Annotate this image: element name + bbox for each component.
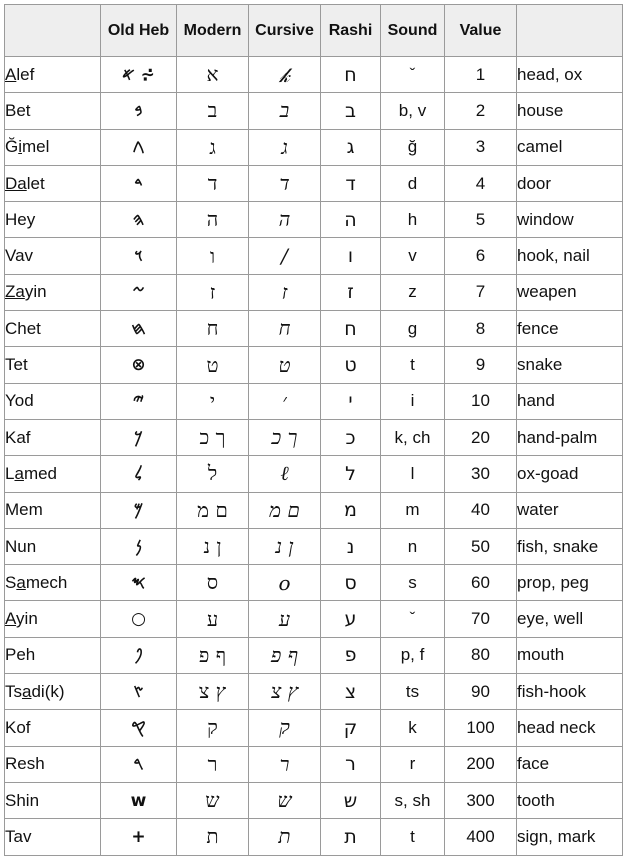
cursive-glyph: ע bbox=[249, 601, 321, 637]
header-sound: Sound bbox=[381, 5, 445, 57]
letter-name-cell bbox=[5, 165, 101, 201]
cursive-glyph: ם מ bbox=[249, 492, 321, 528]
modern-glyph: ל bbox=[177, 456, 249, 492]
letter-name-u: a bbox=[16, 572, 26, 592]
old-hebrew-glyph: 𐤅 bbox=[101, 238, 177, 274]
letter-name-cell bbox=[5, 202, 101, 238]
letter-name-u: a bbox=[14, 463, 24, 483]
modern-glyph: ע bbox=[177, 601, 249, 637]
header-modern: Modern bbox=[177, 5, 249, 57]
table-row bbox=[5, 129, 623, 165]
sound-cell: l bbox=[381, 456, 445, 492]
meaning-cell: weapen bbox=[517, 274, 623, 310]
table-row bbox=[5, 710, 623, 746]
cursive-glyph: ב bbox=[249, 93, 321, 129]
sound-cell: i bbox=[381, 383, 445, 419]
cursive-glyph: ש bbox=[249, 782, 321, 818]
sound-cell: s bbox=[381, 565, 445, 601]
letter-name-post: mech bbox=[25, 572, 68, 592]
table-row bbox=[5, 383, 623, 419]
table-row bbox=[5, 565, 623, 601]
meaning-cell: tooth bbox=[517, 782, 623, 818]
sound-cell: g bbox=[381, 311, 445, 347]
rashi-glyph: ג bbox=[321, 129, 381, 165]
meaning-cell: fence bbox=[517, 311, 623, 347]
cursive-glyph: ר bbox=[249, 746, 321, 782]
old-hebrew-glyph: 𐤆 bbox=[101, 274, 177, 310]
meaning-cell: head neck bbox=[517, 710, 623, 746]
header-cursive: Cursive bbox=[249, 5, 321, 57]
letter-name-cell bbox=[5, 819, 101, 855]
letter-name-u: A bbox=[5, 609, 17, 629]
old-hebrew-glyph: 𐤉 bbox=[101, 383, 177, 419]
old-hebrew-glyph: 𐤐 bbox=[101, 637, 177, 673]
letter-name-pre: Ts bbox=[5, 681, 22, 701]
modern-glyph: י bbox=[177, 383, 249, 419]
cursive-glyph: ה bbox=[249, 202, 321, 238]
rashi-glyph: ט bbox=[321, 347, 381, 383]
cursive-glyph: ך כ bbox=[249, 419, 321, 455]
sound-cell: r bbox=[381, 746, 445, 782]
sound-cell: n bbox=[381, 528, 445, 564]
letter-name-cell bbox=[5, 347, 101, 383]
old-hebrew-glyph: 𐤁 bbox=[101, 93, 177, 129]
header-name bbox=[5, 5, 101, 57]
modern-glyph: ק bbox=[177, 710, 249, 746]
letter-name-pre: L bbox=[5, 463, 15, 483]
rashi-glyph: מ bbox=[321, 492, 381, 528]
table-row bbox=[5, 492, 623, 528]
meaning-cell: fish, snake bbox=[517, 528, 623, 564]
letter-name-pre: Bet bbox=[5, 100, 31, 120]
meaning-cell: camel bbox=[517, 129, 623, 165]
cursive-glyph: 𝓀 bbox=[249, 57, 321, 93]
meaning-cell: window bbox=[517, 202, 623, 238]
value-cell: 9 bbox=[445, 347, 517, 383]
letter-name-pre: Resh bbox=[5, 754, 45, 774]
table-row bbox=[5, 347, 623, 383]
letter-name-cell bbox=[5, 782, 101, 818]
header-rashi: Rashi bbox=[321, 5, 381, 57]
rashi-glyph: ז bbox=[321, 274, 381, 310]
letter-name-post: yin bbox=[16, 609, 38, 629]
cursive-glyph: ן נ bbox=[249, 528, 321, 564]
letter-name-post: di(k) bbox=[31, 681, 65, 701]
letter-name-pre: Vav bbox=[5, 246, 34, 266]
letter-name-cell bbox=[5, 419, 101, 455]
value-cell: 50 bbox=[445, 528, 517, 564]
rashi-glyph: ח bbox=[321, 57, 381, 93]
meaning-cell: head, ox bbox=[517, 57, 623, 93]
letter-name-cell bbox=[5, 93, 101, 129]
letter-name-u: i bbox=[18, 137, 23, 157]
rashi-glyph: ל bbox=[321, 456, 381, 492]
modern-glyph: ח bbox=[177, 311, 249, 347]
cursive-glyph: ד bbox=[249, 165, 321, 201]
meaning-cell: ox-goad bbox=[517, 456, 623, 492]
cursive-glyph: ק bbox=[249, 710, 321, 746]
value-cell: 60 bbox=[445, 565, 517, 601]
letter-name-post: let bbox=[26, 173, 45, 193]
table-row bbox=[5, 238, 623, 274]
meaning-cell: sign, mark bbox=[517, 819, 623, 855]
cursive-glyph: ץ צ bbox=[249, 674, 321, 710]
rashi-glyph: ר bbox=[321, 746, 381, 782]
letter-name-cell bbox=[5, 274, 101, 310]
meaning-cell: snake bbox=[517, 347, 623, 383]
meaning-cell: hand bbox=[517, 383, 623, 419]
letter-name-cell bbox=[5, 746, 101, 782]
sound-cell: b, v bbox=[381, 93, 445, 129]
value-cell: 40 bbox=[445, 492, 517, 528]
sound-cell: d bbox=[381, 165, 445, 201]
letter-name-post: mel bbox=[22, 137, 50, 157]
old-hebrew-glyph: 𐤋 bbox=[101, 456, 177, 492]
rashi-glyph: ס bbox=[321, 565, 381, 601]
old-hebrew-glyph: + bbox=[101, 819, 177, 855]
letter-name-cell bbox=[5, 528, 101, 564]
rashi-glyph: ק bbox=[321, 710, 381, 746]
old-hebrew-glyph: 𐤑 bbox=[101, 674, 177, 710]
table-row bbox=[5, 93, 623, 129]
modern-glyph: ט bbox=[177, 347, 249, 383]
letter-name-pre: Shin bbox=[5, 790, 40, 810]
meaning-cell: fish-hook bbox=[517, 674, 623, 710]
letter-name-pre: Yod bbox=[5, 391, 34, 411]
rashi-glyph: פ bbox=[321, 637, 381, 673]
old-hebrew-glyph: 𐤊 bbox=[101, 419, 177, 455]
cursive-glyph: o bbox=[249, 565, 321, 601]
value-cell: 300 bbox=[445, 782, 517, 818]
old-hebrew-glyph: 𐤍 bbox=[101, 528, 177, 564]
letter-name-cell bbox=[5, 637, 101, 673]
sound-cell: k bbox=[381, 710, 445, 746]
rashi-glyph: ה bbox=[321, 202, 381, 238]
table-row bbox=[5, 528, 623, 564]
letter-name-cell bbox=[5, 129, 101, 165]
table-row bbox=[5, 456, 623, 492]
old-hebrew-glyph: 𐤇 bbox=[101, 311, 177, 347]
letter-name-cell bbox=[5, 456, 101, 492]
letter-name-pre: Ğ bbox=[5, 137, 19, 157]
value-cell: 80 bbox=[445, 637, 517, 673]
letter-name-pre: Hey bbox=[5, 209, 36, 229]
sound-cell: ˇ bbox=[381, 57, 445, 93]
cursive-glyph: ℓ bbox=[249, 456, 321, 492]
modern-glyph: ת bbox=[177, 819, 249, 855]
letter-name-cell bbox=[5, 710, 101, 746]
rashi-glyph: צ bbox=[321, 674, 381, 710]
value-cell: 4 bbox=[445, 165, 517, 201]
cursive-glyph: ׳ bbox=[249, 383, 321, 419]
value-cell: 30 bbox=[445, 456, 517, 492]
modern-glyph: ץ צ bbox=[177, 674, 249, 710]
value-cell: 1 bbox=[445, 57, 517, 93]
letter-name-cell bbox=[5, 674, 101, 710]
letter-name-post: yin bbox=[24, 282, 47, 302]
table-row bbox=[5, 202, 623, 238]
value-cell: 20 bbox=[445, 419, 517, 455]
value-cell: 400 bbox=[445, 819, 517, 855]
cursive-glyph: ג bbox=[249, 129, 321, 165]
meaning-cell: water bbox=[517, 492, 623, 528]
modern-glyph: ג bbox=[177, 129, 249, 165]
value-cell: 2 bbox=[445, 93, 517, 129]
old-hebrew-glyph: w bbox=[101, 782, 177, 818]
modern-glyph: ם מ bbox=[177, 492, 249, 528]
sound-cell: ğ bbox=[381, 129, 445, 165]
meaning-cell: house bbox=[517, 93, 623, 129]
sound-cell: m bbox=[381, 492, 445, 528]
cursive-glyph: ף פ bbox=[249, 637, 321, 673]
modern-glyph: ן נ bbox=[177, 528, 249, 564]
rashi-glyph: נ bbox=[321, 528, 381, 564]
letter-name-pre: Kof bbox=[5, 717, 31, 737]
value-cell: 3 bbox=[445, 129, 517, 165]
value-cell: 70 bbox=[445, 601, 517, 637]
modern-glyph: ס bbox=[177, 565, 249, 601]
meaning-cell: door bbox=[517, 165, 623, 201]
letter-name-cell bbox=[5, 565, 101, 601]
table-row bbox=[5, 311, 623, 347]
letter-name-cell bbox=[5, 383, 101, 419]
old-hebrew-glyph: 𐤀 ⩫ bbox=[101, 57, 177, 93]
modern-glyph: ד bbox=[177, 165, 249, 201]
header-meaning bbox=[517, 5, 623, 57]
table-row bbox=[5, 601, 623, 637]
sound-cell: h bbox=[381, 202, 445, 238]
value-cell: 6 bbox=[445, 238, 517, 274]
letter-name-cell bbox=[5, 57, 101, 93]
letter-name-pre: Nun bbox=[5, 536, 37, 556]
rashi-glyph: ד bbox=[321, 165, 381, 201]
table-row bbox=[5, 674, 623, 710]
value-cell: 90 bbox=[445, 674, 517, 710]
table-row bbox=[5, 819, 623, 855]
letter-name-cell bbox=[5, 311, 101, 347]
table-row bbox=[5, 637, 623, 673]
meaning-cell: eye, well bbox=[517, 601, 623, 637]
rashi-glyph: י bbox=[321, 383, 381, 419]
rashi-glyph: ח bbox=[321, 311, 381, 347]
cursive-glyph: ח bbox=[249, 311, 321, 347]
modern-glyph: ה bbox=[177, 202, 249, 238]
letter-name-post: med bbox=[23, 463, 58, 483]
modern-glyph: ו bbox=[177, 238, 249, 274]
header-value: Value bbox=[445, 5, 517, 57]
letter-name-u: Za bbox=[5, 282, 25, 302]
letter-name-pre: Peh bbox=[5, 645, 36, 665]
sound-cell: t bbox=[381, 347, 445, 383]
sound-cell: ts bbox=[381, 674, 445, 710]
old-hebrew-glyph: 𐤌 bbox=[101, 492, 177, 528]
table-row bbox=[5, 746, 623, 782]
rashi-glyph: כ bbox=[321, 419, 381, 455]
modern-glyph: ז bbox=[177, 274, 249, 310]
rashi-glyph: ש bbox=[321, 782, 381, 818]
rashi-glyph: ע bbox=[321, 601, 381, 637]
hebrew-alphabet-table bbox=[4, 4, 623, 856]
sound-cell: t bbox=[381, 819, 445, 855]
value-cell: 200 bbox=[445, 746, 517, 782]
letter-name-pre: Chet bbox=[5, 318, 41, 338]
table-row bbox=[5, 274, 623, 310]
rashi-glyph: ו bbox=[321, 238, 381, 274]
modern-glyph: א bbox=[177, 57, 249, 93]
sound-cell: k, ch bbox=[381, 419, 445, 455]
letter-name-cell bbox=[5, 238, 101, 274]
old-hebrew-glyph: 𐤒 bbox=[101, 710, 177, 746]
value-cell: 10 bbox=[445, 383, 517, 419]
old-hebrew-glyph: 𐤃 bbox=[101, 165, 177, 201]
letter-name-cell bbox=[5, 492, 101, 528]
letter-name-u: A bbox=[5, 64, 17, 84]
rashi-glyph: ת bbox=[321, 819, 381, 855]
value-cell: 5 bbox=[445, 202, 517, 238]
sound-cell: ˇ bbox=[381, 601, 445, 637]
old-hebrew-glyph: ⊗ bbox=[101, 347, 177, 383]
modern-glyph: ך כ bbox=[177, 419, 249, 455]
cursive-glyph: / bbox=[249, 238, 321, 274]
sound-cell: s, sh bbox=[381, 782, 445, 818]
value-cell: 7 bbox=[445, 274, 517, 310]
sound-cell: z bbox=[381, 274, 445, 310]
old-hebrew-glyph: 𐤄 bbox=[101, 202, 177, 238]
table-row bbox=[5, 165, 623, 201]
header-old-heb: Old Heb bbox=[101, 5, 177, 57]
modern-glyph: ב bbox=[177, 93, 249, 129]
meaning-cell: prop, peg bbox=[517, 565, 623, 601]
letter-name-u: a bbox=[22, 681, 32, 701]
letter-name-pre: Mem bbox=[5, 500, 43, 520]
letter-name-pre: S bbox=[5, 572, 17, 592]
modern-glyph: ר bbox=[177, 746, 249, 782]
value-cell: 100 bbox=[445, 710, 517, 746]
letter-name-pre: Tav bbox=[5, 826, 32, 846]
sound-cell: p, f bbox=[381, 637, 445, 673]
letter-name-post: lef bbox=[16, 64, 35, 84]
modern-glyph: ף פ bbox=[177, 637, 249, 673]
old-hebrew-glyph: 𐤂 bbox=[101, 129, 177, 165]
rashi-glyph: ב bbox=[321, 93, 381, 129]
table-row bbox=[5, 419, 623, 455]
cursive-glyph: ת bbox=[249, 819, 321, 855]
meaning-cell: face bbox=[517, 746, 623, 782]
table-row bbox=[5, 782, 623, 818]
letter-name-pre: Kaf bbox=[5, 427, 31, 447]
table-row bbox=[5, 57, 623, 93]
meaning-cell: hand-palm bbox=[517, 419, 623, 455]
value-cell: 8 bbox=[445, 311, 517, 347]
header-row bbox=[5, 5, 623, 57]
cursive-glyph: ז bbox=[249, 274, 321, 310]
modern-glyph: ש bbox=[177, 782, 249, 818]
letter-name-pre: Tet bbox=[5, 355, 28, 375]
old-hebrew-glyph: 𐤎 bbox=[101, 565, 177, 601]
old-hebrew-glyph: 𐤓 bbox=[101, 746, 177, 782]
letter-name-u: Da bbox=[5, 173, 27, 193]
sound-cell: v bbox=[381, 238, 445, 274]
letter-name-cell bbox=[5, 601, 101, 637]
cursive-glyph: ט bbox=[249, 347, 321, 383]
meaning-cell: mouth bbox=[517, 637, 623, 673]
meaning-cell: hook, nail bbox=[517, 238, 623, 274]
old-hebrew-glyph: ○ bbox=[101, 601, 177, 637]
